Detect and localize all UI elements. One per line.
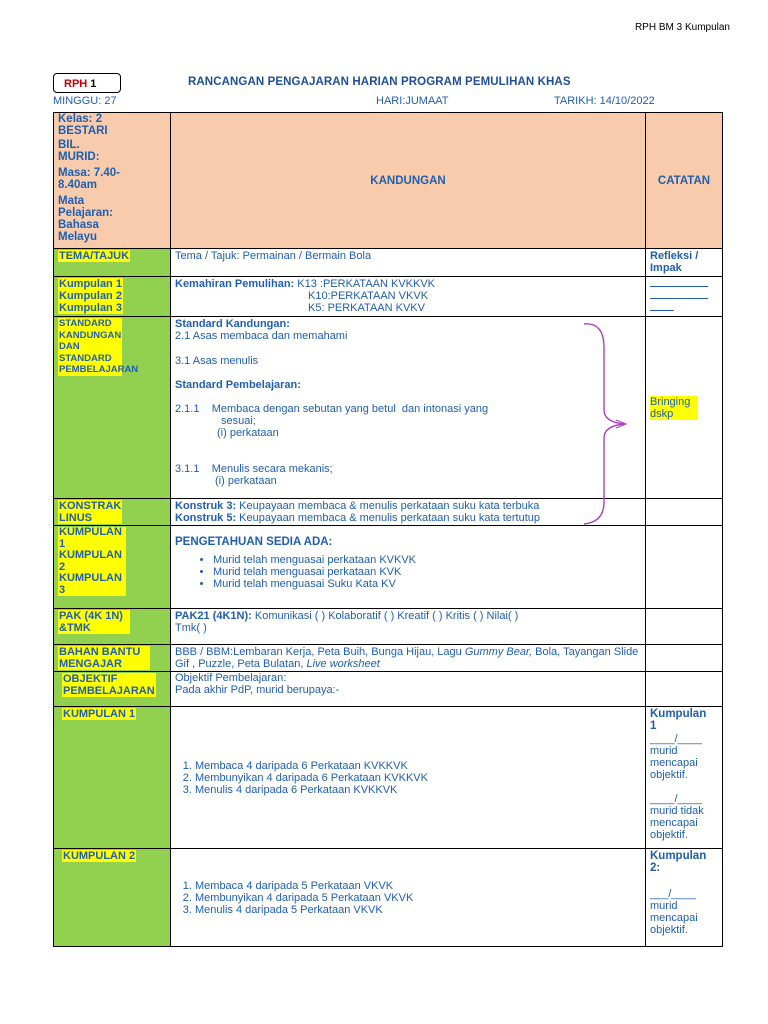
blank-line <box>650 290 708 299</box>
rph-label: RPH <box>64 78 88 90</box>
empty-cell <box>646 609 723 645</box>
list-item: 3. Menulis 4 daripada 6 Perkataan KVKKVK <box>195 784 641 796</box>
curly-brace-annotation <box>580 320 630 530</box>
bbm-row <box>54 645 723 672</box>
kumpulan-2-note-cell <box>646 849 723 947</box>
tema-text: Tema / Tajuk: Permainan / Bermain Bola <box>171 249 646 277</box>
sk-2: 3.1 Asas menulis <box>175 355 259 367</box>
kumpulan-3-label: Kumpulan 3 <box>59 302 122 314</box>
kumpulan-2-heading: KUMPULAN 2 <box>63 850 136 862</box>
rph-number-box <box>53 73 121 93</box>
bbm-italic-1: Gummy Bear, <box>464 646 533 658</box>
pengetahuan-list <box>175 554 641 590</box>
standard-label-cell <box>54 317 171 499</box>
kumpulan-1-note-cell <box>646 707 723 849</box>
objektif-line-1: Objektif Pembelajaran: <box>175 672 287 684</box>
kumpulan-1-cell <box>171 707 646 849</box>
tema-label-cell <box>54 249 171 277</box>
kumpulan-1-note-b: ____/____ murid tidak mencapai objektif. <box>650 793 704 841</box>
bbm-cell <box>171 645 646 672</box>
bbm-label: BAHAN BANTU MENGAJAR <box>58 646 150 670</box>
bil-murid: BIL. MURID: <box>58 139 100 163</box>
kemahiran-line-1: K13 :PERKATAAN KVKKVK <box>297 278 436 290</box>
sk-1: 2.1 Asas membaca dan memahami <box>175 330 348 342</box>
kumpulan-1-heading: KUMPULAN 1 <box>63 708 136 720</box>
tarikh: TARIKH: 14/10/2022 <box>554 95 655 107</box>
tema-label: TEMA/TAJUK <box>59 250 130 262</box>
pak21-text-2: Tmk( ) <box>175 622 207 634</box>
list-item: 3. Menulis 4 daripada 5 Perkataan VKVK <box>195 904 641 916</box>
standard-note-cell <box>646 317 723 499</box>
refleksi-note: Refleksi / Impak <box>646 249 723 277</box>
sp-2b: (i) perkataan <box>215 475 277 487</box>
objektif-row <box>54 672 723 707</box>
pak21-cell <box>171 609 646 645</box>
sp-1c: (i) perkataan <box>217 427 279 439</box>
pak21-row <box>54 609 723 645</box>
minggu: MINGGU: 27 <box>53 95 117 107</box>
sp-1a: 2.1.1 Membaca dengan sebutan yang betul dan intonasi yang <box>175 403 489 415</box>
empty-cell <box>646 499 723 526</box>
list-item: • Murid telah menguasai Suku Kata KV <box>213 578 641 590</box>
kumpulan-2-row <box>54 849 723 947</box>
kemahiran-line-2: K10:PERKATAAN VKVK <box>308 290 429 302</box>
kumpulan-2-label-cell <box>54 849 171 947</box>
bbm-text-1: BBB / BBM:Lembaran Kerja, Peta Buih, Bunga Hijau, Lagu <box>175 646 465 658</box>
masa: Masa: 7.40-8.40am <box>58 167 121 191</box>
list-item: 1. Membaca 4 daripada 6 Perkataan KVKKVK <box>195 760 641 772</box>
konstruk-5-text: Keupayaan membaca & menulis perkataan suku kata tertutup <box>236 512 541 524</box>
objektif-label: OBJEKTIF PEMBELAJARAN <box>63 673 155 697</box>
kemahiran-cell <box>171 277 646 317</box>
mata-pelajaran: Mata Pelajaran: Bahasa Melayu <box>58 195 113 243</box>
kumpulan-1-note-a: ____/____ murid mencapai objektif. <box>650 733 702 781</box>
konstruk-3-text: Keupayaan membaca & menulis perkataan suku kata terbuka <box>236 500 540 512</box>
kumpulan-2-cell <box>171 849 646 947</box>
objektif-cell <box>171 672 646 707</box>
pengetahuan-label-cell <box>54 526 171 609</box>
list-item: 2. Membunyikan 4 daripada 6 Perkataan KVKKVK <box>195 772 641 784</box>
pak21-label-cell <box>54 609 171 645</box>
kumpulan-1-label-cell <box>54 707 171 849</box>
blank-line <box>650 302 674 311</box>
bbm-italic-2: Live worksheet <box>306 658 380 670</box>
list-item: • Murid telah menguasai perkataan KVKVK <box>213 554 641 566</box>
kandungan-header: KANDUNGAN <box>171 113 646 249</box>
sp-2a: 3.1.1 Menulis secara mekanis; <box>175 463 333 475</box>
sk-heading: Standard Kandungan: <box>175 318 290 330</box>
pengetahuan-row <box>54 526 723 609</box>
class-info-cell <box>54 113 171 249</box>
rph-number: 1 <box>90 78 97 90</box>
blank-line <box>650 278 708 287</box>
objektif-line-2: Pada akhir PdP, murid berupaya:- <box>175 684 340 696</box>
pengetahuan-label: KUMPULAN 1 KUMPULAN 2 KUMPULAN 3 <box>58 527 126 596</box>
bringing-dskp: Bringing dskp <box>650 396 698 420</box>
pak21-heading: PAK21 (4K1N): <box>175 610 252 622</box>
kemahiran-heading: Kemahiran Pemulihan: <box>175 278 295 290</box>
konstrak-label: KONSTRAK LINUS <box>59 500 122 524</box>
kumpulan-1-row <box>54 707 723 849</box>
pak21-label: PAK (4K 1N) &TMK <box>58 610 130 634</box>
kumpulan-2-note-a: ___/____ murid mencapai objektif. <box>650 888 698 936</box>
kumpulan-2-note-heading: Kumpulan 2: <box>650 850 707 874</box>
kemahiran-row <box>54 277 723 317</box>
kumpulan-1-objectives <box>175 760 641 796</box>
konstruk-5-heading: Konstruk 5: <box>175 512 237 524</box>
pengetahuan-heading: PENGETAHUAN SEDIA ADA: <box>175 536 333 548</box>
kumpulan-1-note-heading: Kumpulan 1 <box>650 708 707 732</box>
standard-cell <box>171 317 646 499</box>
list-item: 2. Membunyikan 4 daripada 5 Perkataan VKVK <box>195 892 641 904</box>
kelas: Kelas: 2 BESTARI <box>58 113 108 137</box>
page-title: RANCANGAN PENGAJARAN HARIAN PROGRAM PEMULIHAN KHAS <box>188 76 571 88</box>
konstrak-cell <box>171 499 646 526</box>
header-row <box>54 113 723 249</box>
objektif-label-cell <box>54 672 171 707</box>
empty-cell <box>646 645 723 672</box>
standard-label: STANDARD KANDUNGAN DAN STANDARD PEMBELAJARAN <box>59 318 139 375</box>
kemahiran-label-cell <box>54 277 171 317</box>
tema-row <box>54 249 723 277</box>
pak21-text: Komunikasi ( ) Kolaboratif ( ) Kreatif ( ) Kritis ( ) Nilai( ) <box>251 610 519 622</box>
konstrak-label-cell <box>54 499 171 526</box>
page-header: RPH BM 3 Kumpulan <box>634 22 730 33</box>
bbm-label-cell <box>54 645 171 672</box>
sp-heading: Standard Pembelajaran: <box>175 379 301 391</box>
kumpulan-2-objectives <box>175 880 641 916</box>
list-item: • Murid telah menguasai perkataan KVK <box>213 566 641 578</box>
sp-1b: sesuai; <box>221 415 256 427</box>
hari: HARI:JUMAAT <box>376 95 449 107</box>
kumpulan-2-label: Kumpulan 2 <box>59 290 122 302</box>
catatan-header: CATATAN <box>646 113 723 249</box>
kemahiran-line-3: K5: PERKATAAN KVKV <box>308 302 425 314</box>
konstruk-3-heading: Konstruk 3: <box>175 500 237 512</box>
kemahiran-note-cell <box>646 277 723 317</box>
pengetahuan-cell <box>171 526 646 609</box>
empty-cell <box>646 672 723 707</box>
kumpulan-1-label: Kumpulan 1 <box>59 278 122 290</box>
empty-cell <box>646 526 723 609</box>
list-item: 1. Membaca 4 daripada 5 Perkataan VKVK <box>195 880 641 892</box>
bbm-text-2: Bola, Tayangan Slide Gif , Puzzle, Peta Bulatan, <box>175 646 639 670</box>
